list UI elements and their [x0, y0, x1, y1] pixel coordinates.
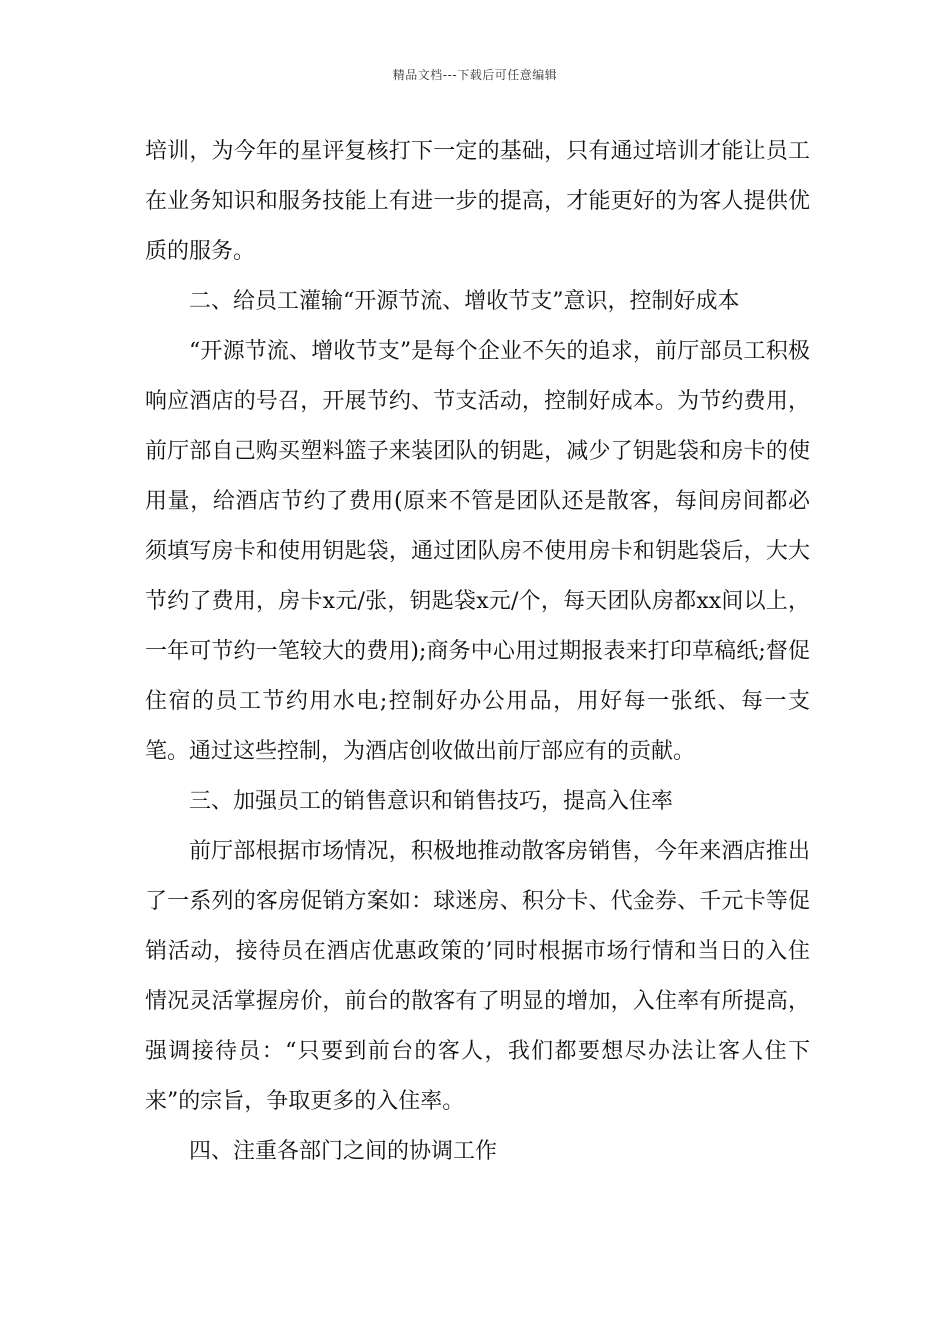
document-body	[145, 127, 810, 1177]
page-header: 精品文档---下载后可任意编辑	[392, 68, 558, 82]
paragraph-cost-control: “开源节流、增收节支”是每个企业不矢的追求，前厅部员工积极响应酒店的号召，开展节约、节支活动，控制好成本。为节约费用，前厅部自己购买塑料篮子来装团队的钥匙，减少了钥匙袋和房卡的使用量，给酒店节约了费用(原来不管是团队还是散客，每间房间都必须填写房卡和使用钥匙袋，通过团队房不使用房卡和钥匙袋后，大大节约了费用，房卡x元/张，钥匙袋x元/个，每天团队房都xx间以上，一年可节约一笔较大的费用);商务中心用过期报表来打印草稿纸;督促住宿的员工节约用水电;控制好办公用品，用好每一张纸、每一支笔。通过这些控制，为酒店创收做出前厅部应有的贡献。	[145, 339, 810, 764]
section-heading-cost-control: 二、给员工灌输“开源节流、增收节支”意识，控制好成本	[189, 289, 740, 314]
paragraph-training-continued: 培训，为今年的星评复核打下一定的基础，只有通过培训才能让员工在业务知识和服务技能上有进一步的提高，才能更好的为客人提供优质的服务。	[145, 139, 810, 264]
section-heading-coordination: 四、注重各部门之间的协调工作	[189, 1139, 498, 1164]
section-heading-sales: 三、加强员工的销售意识和销售技巧，提高入住率	[189, 789, 674, 814]
paragraph-sales: 前厅部根据市场情况，积极地推动散客房销售，今年来酒店推出了一系列的客房促销方案如：球迷房、积分卡、代金券、千元卡等促销活动，接待员在酒店优惠政策的’同时根据市场行情和当日的入住情况灵活掌握房价，前台的散客有了明显的增加，入住率有所提高，强调接待员：“只要到前台的客人，我们都要想尽办法让客人住下来”的宗旨，争取更多的入住率。	[145, 839, 810, 1114]
